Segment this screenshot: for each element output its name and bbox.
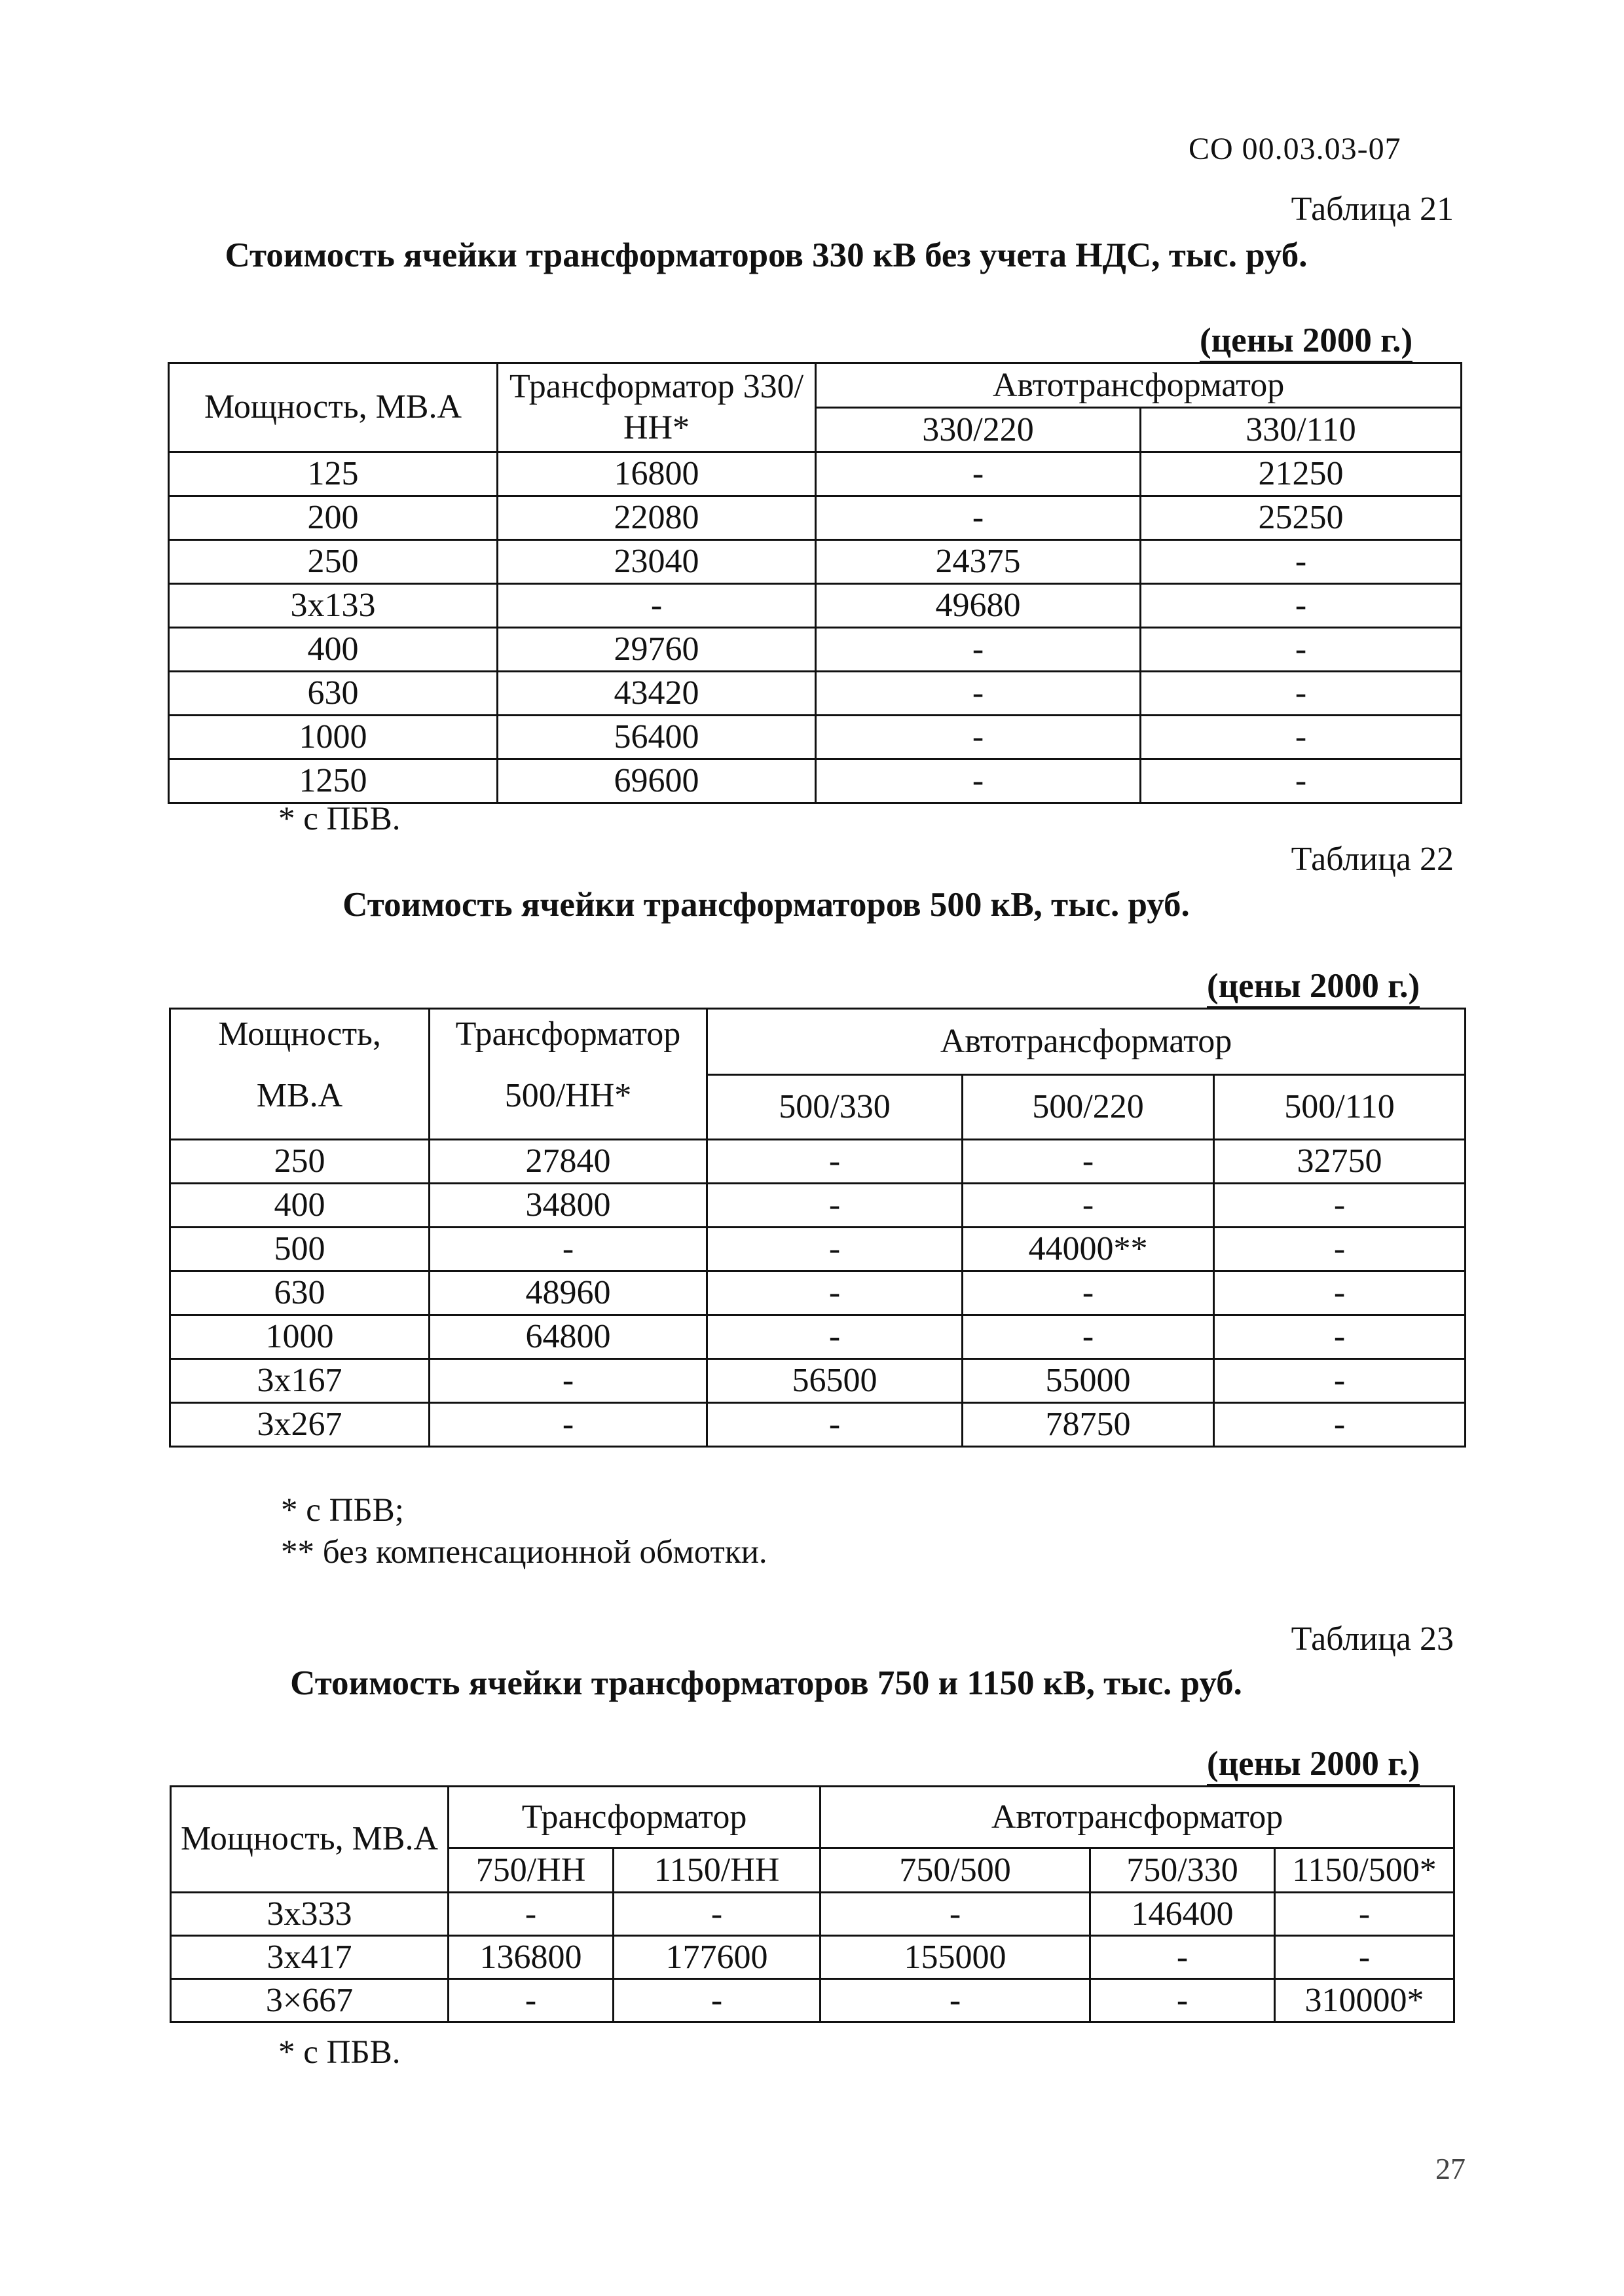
table-cell: 1250	[169, 759, 498, 803]
table-row	[169, 759, 1462, 803]
table-cell: 44000**	[963, 1228, 1214, 1271]
table-cell: 56500	[707, 1359, 963, 1403]
table-row	[171, 1936, 1454, 1979]
table-cell: 3х333	[171, 1893, 449, 1936]
table-cell: -	[1141, 716, 1462, 759]
table-row	[171, 1979, 1454, 2022]
table-cell: -	[816, 628, 1141, 672]
table-cell: -	[1214, 1184, 1466, 1228]
table-22-header-transformer	[430, 1009, 707, 1140]
table-cell: 56400	[498, 716, 816, 759]
table-cell: -	[707, 1140, 963, 1184]
table-23-footnote: * с ПБВ.	[278, 2034, 401, 2071]
table-cell: -	[1214, 1403, 1466, 1447]
table-cell: -	[707, 1403, 963, 1447]
table-row	[169, 628, 1462, 672]
table-21-header-transformer: Трансформатор 330/НН*	[498, 363, 816, 452]
table-row	[169, 496, 1462, 540]
table-21-label: Таблица 21	[1291, 191, 1454, 228]
table-row	[169, 540, 1462, 584]
table-row	[170, 1228, 1466, 1271]
table-22-header-col: 500/220	[963, 1075, 1214, 1140]
table-23-header-autotransformer: Автотрансформатор	[821, 1787, 1454, 1848]
table-cell: 630	[169, 672, 498, 716]
table-cell: -	[614, 1979, 821, 2022]
table-23-header-power: Мощность, МВ.А	[171, 1787, 449, 1893]
table-cell: 1000	[169, 716, 498, 759]
table-21-header-col: 330/220	[816, 408, 1141, 452]
table-cell: -	[707, 1315, 963, 1359]
table-cell: 48960	[430, 1271, 707, 1315]
table-cell: -	[1275, 1893, 1454, 1936]
table-cell: 630	[170, 1271, 430, 1315]
table-cell: -	[816, 759, 1141, 803]
table-cell: -	[498, 584, 816, 628]
table-cell: 3х417	[171, 1936, 449, 1979]
table-23-title: Стоимость ячейки трансформаторов 750 и 1150 кВ, тыс. руб.	[290, 1664, 1242, 1702]
table-21-prices-note: (цены 2000 г.)	[1200, 321, 1412, 360]
table-cell: 34800	[430, 1184, 707, 1228]
table-cell: 69600	[498, 759, 816, 803]
header-text: МВ.А	[256, 1077, 343, 1114]
table-cell: -	[816, 716, 1141, 759]
table-cell: 250	[169, 540, 498, 584]
table-row	[170, 1140, 1466, 1184]
table-cell: -	[707, 1271, 963, 1315]
document-code: СО 00.03.03-07	[1189, 132, 1401, 166]
table-cell: 32750	[1214, 1140, 1466, 1184]
table-23-header-col: 1150/НН	[614, 1848, 821, 1893]
table-cell: 64800	[430, 1315, 707, 1359]
table-cell: 21250	[1141, 452, 1462, 496]
table-21-title: Стоимость ячейки трансформаторов 330 кВ без учета НДС, тыс. руб.	[225, 236, 1308, 274]
table-23-header-col: 750/500	[821, 1848, 1090, 1893]
table-cell: 125	[169, 452, 498, 496]
table-23-header-col: 750/НН	[449, 1848, 614, 1893]
table-23-prices-note: (цены 2000 г.)	[1207, 1744, 1420, 1783]
table-cell: 27840	[430, 1140, 707, 1184]
table-23-header-col: 750/330	[1090, 1848, 1275, 1893]
table-cell: -	[963, 1184, 1214, 1228]
table-cell: 78750	[963, 1403, 1214, 1447]
table-cell: -	[430, 1359, 707, 1403]
table-row	[171, 1893, 1454, 1936]
table-cell: -	[816, 496, 1141, 540]
table-row	[169, 452, 1462, 496]
table-22	[169, 1008, 1466, 1448]
header-text: Мощность,	[218, 1015, 381, 1053]
table-cell: -	[1214, 1315, 1466, 1359]
table-22-header-power	[170, 1009, 430, 1140]
table-cell: 155000	[821, 1936, 1090, 1979]
table-row	[169, 672, 1462, 716]
table-23-header-col: 1150/500*	[1275, 1848, 1454, 1893]
table-cell: 22080	[498, 496, 816, 540]
table-cell: 29760	[498, 628, 816, 672]
table-cell: -	[1141, 584, 1462, 628]
table-cell: -	[1214, 1228, 1466, 1271]
table-23	[170, 1785, 1455, 2023]
table-cell: -	[821, 1979, 1090, 2022]
table-cell: 200	[169, 496, 498, 540]
table-cell: 43420	[498, 672, 816, 716]
table-cell: 23040	[498, 540, 816, 584]
table-22-prices-note: (цены 2000 г.)	[1207, 966, 1420, 1006]
table-cell: -	[1141, 628, 1462, 672]
table-cell: -	[963, 1140, 1214, 1184]
table-cell: 49680	[816, 584, 1141, 628]
table-21-header-power: Мощность, МВ.А	[169, 363, 498, 452]
table-22-footnote: * с ПБВ;	[281, 1492, 404, 1529]
table-cell: 25250	[1141, 496, 1462, 540]
table-cell: -	[963, 1315, 1214, 1359]
table-row	[170, 1184, 1466, 1228]
table-cell: -	[614, 1893, 821, 1936]
table-row	[170, 1271, 1466, 1315]
table-cell: -	[1275, 1936, 1454, 1979]
table-cell: -	[1090, 1979, 1275, 2022]
table-cell: 310000*	[1275, 1979, 1454, 2022]
table-22-footnote: ** без компенсационной обмотки.	[281, 1534, 767, 1571]
table-cell: 146400	[1090, 1893, 1275, 1936]
page-number: 27	[1435, 2152, 1466, 2185]
table-21-header-col: 330/110	[1141, 408, 1462, 452]
table-row	[169, 716, 1462, 759]
table-cell: -	[707, 1184, 963, 1228]
table-cell: -	[1090, 1936, 1275, 1979]
table-cell: 24375	[816, 540, 1141, 584]
table-cell: -	[430, 1228, 707, 1271]
table-21-header-autotransformer: Автотрансформатор	[816, 363, 1462, 408]
table-cell: 3х267	[170, 1403, 430, 1447]
table-cell: -	[816, 672, 1141, 716]
table-21-footnote: * с ПБВ.	[278, 801, 401, 837]
table-22-label: Таблица 22	[1291, 841, 1454, 878]
table-row	[170, 1403, 1466, 1447]
table-cell: -	[1214, 1271, 1466, 1315]
table-cell: 500	[170, 1228, 430, 1271]
table-cell: 16800	[498, 452, 816, 496]
table-22-header-autotransformer: Автотрансформатор	[707, 1009, 1466, 1075]
table-cell: 3×667	[171, 1979, 449, 2022]
table-cell: 55000	[963, 1359, 1214, 1403]
table-cell: 1000	[170, 1315, 430, 1359]
table-22-header-col: 500/110	[1214, 1075, 1466, 1140]
table-22-header-col: 500/330	[707, 1075, 963, 1140]
header-text: 500/НН*	[504, 1077, 632, 1114]
table-cell: -	[1141, 759, 1462, 803]
table-row	[170, 1315, 1466, 1359]
table-cell: -	[430, 1403, 707, 1447]
table-cell: -	[449, 1979, 614, 2022]
table-row	[169, 584, 1462, 628]
table-cell: -	[707, 1228, 963, 1271]
table-cell: 136800	[449, 1936, 614, 1979]
table-21	[168, 362, 1462, 804]
header-text: Трансформатор	[455, 1015, 681, 1053]
table-22-title: Стоимость ячейки трансформаторов 500 кВ, тыс. руб.	[342, 886, 1190, 924]
table-cell: -	[449, 1893, 614, 1936]
table-cell: -	[816, 452, 1141, 496]
table-cell: 3х167	[170, 1359, 430, 1403]
table-cell: -	[1141, 672, 1462, 716]
table-23-header-transformer: Трансформатор	[449, 1787, 821, 1848]
table-cell: -	[1214, 1359, 1466, 1403]
table-cell: -	[963, 1271, 1214, 1315]
table-cell: 400	[169, 628, 498, 672]
table-cell: 3х133	[169, 584, 498, 628]
table-row	[170, 1359, 1466, 1403]
table-cell: 177600	[614, 1936, 821, 1979]
table-cell: -	[821, 1893, 1090, 1936]
table-cell: 250	[170, 1140, 430, 1184]
table-23-label: Таблица 23	[1291, 1620, 1454, 1658]
table-cell: -	[1141, 540, 1462, 584]
table-cell: 400	[170, 1184, 430, 1228]
